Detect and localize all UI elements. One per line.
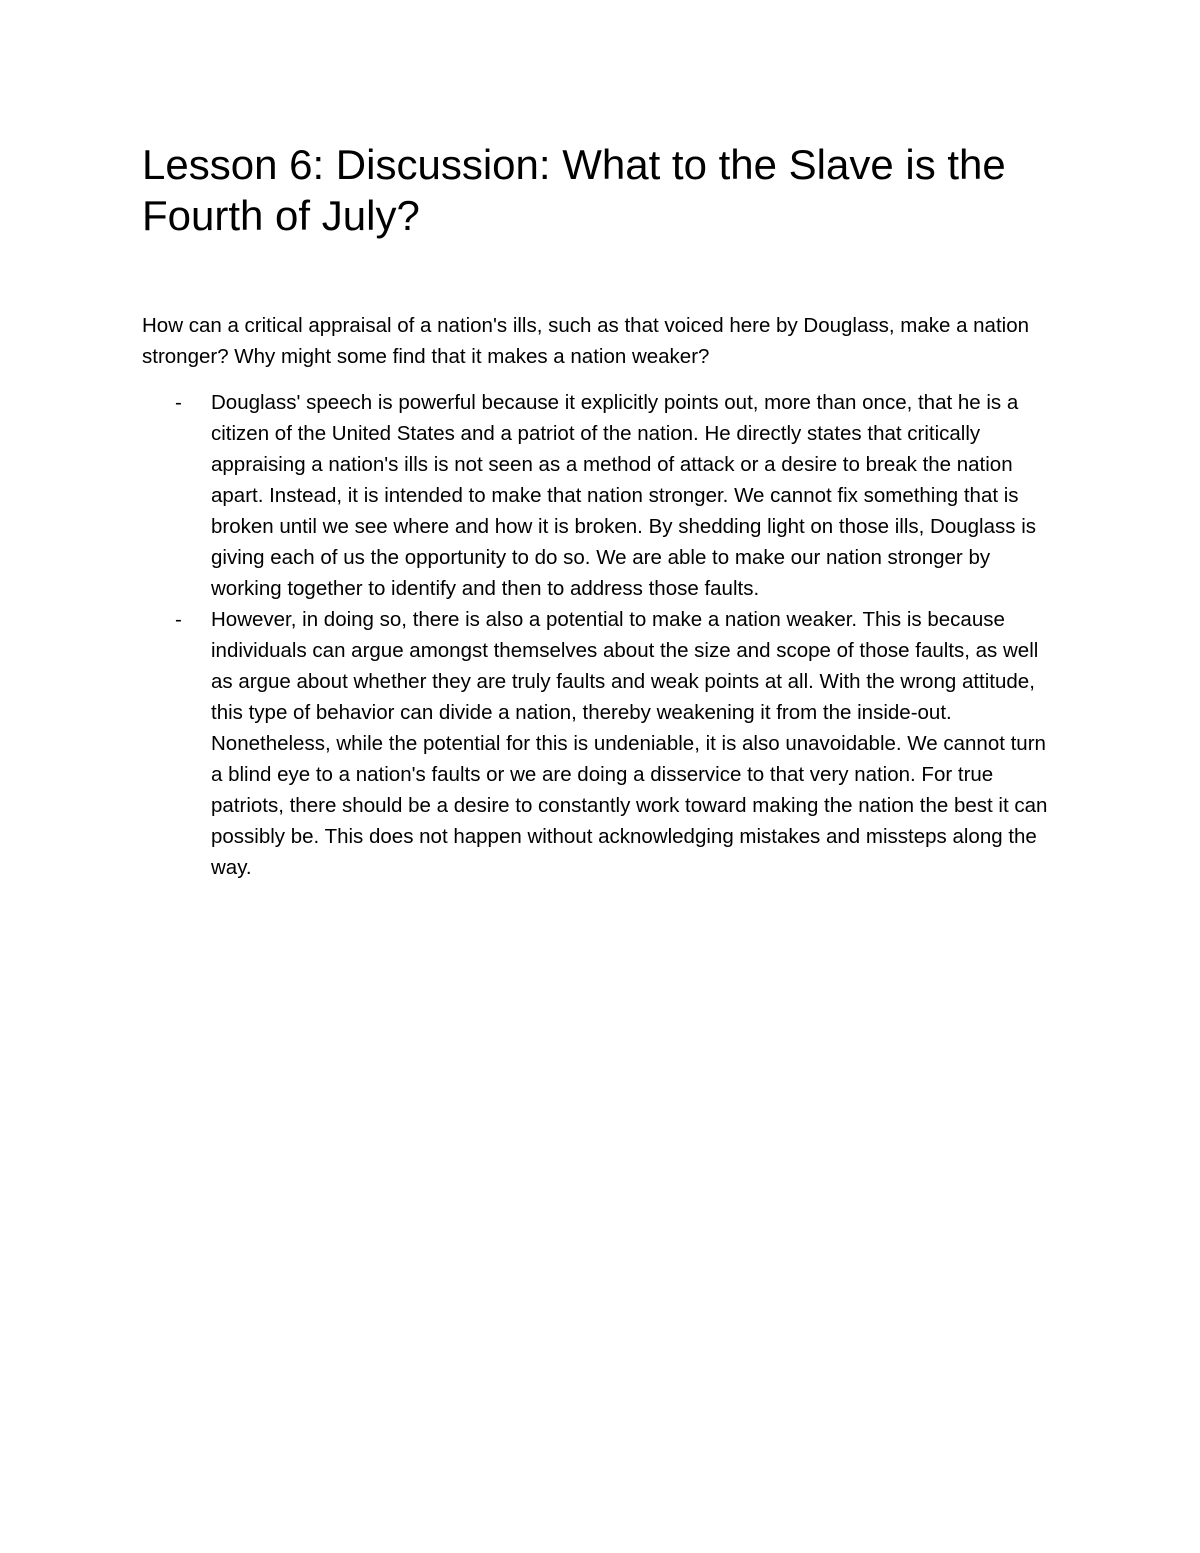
bullet-marker: - bbox=[175, 391, 182, 414]
document-title: Lesson 6: Discussion: What to the Slave is the Fourth of July? bbox=[142, 141, 1006, 239]
answer-list bbox=[142, 387, 1062, 883]
document-page bbox=[142, 139, 1062, 883]
discussion-question: How can a critical appraisal of a nation's ills, such as that voiced here by Douglass, make a nation stronger? Why might some find that it makes a nation weaker? bbox=[142, 314, 1030, 368]
list-item bbox=[142, 604, 1062, 883]
answer-text: However, in doing so, there is also a potential to make a nation weaker. This is because individuals can argue amongst themselves about the size and scope of those faults, as well as argue about whether they are truly faults and weak points at all. With the wrong attitude, this type of behavior can divide a nation, thereby weakening it from the inside-out. Nonetheless, while the potential for this is undeniable, it is also unavoidable. We cannot turn a blind eye to a nation's faults or we are doing a disservice to that very nation. For true patriots, there should be a desire to constantly work toward making the nation the best it can possibly be. This does not happen without acknowledging mistakes and missteps along the way. bbox=[211, 608, 1048, 879]
answer-text: Douglass' speech is powerful because it explicitly points out, more than once, that he is a citizen of the United States and a patriot of the nation. He directly states that critically appraising a nation's ills is not seen as a method of attack or a desire to break the nation apart. Instead, it is intended to make that nation stronger. We cannot fix something that is broken until we see where and how it is broken. By shedding light on those ills, Douglass is giving each of us the opportunity to do so. We are able to make our nation stronger by working together to identify and then to address those faults. bbox=[211, 391, 1037, 600]
list-item bbox=[142, 387, 1062, 604]
bullet-marker: - bbox=[175, 608, 182, 631]
